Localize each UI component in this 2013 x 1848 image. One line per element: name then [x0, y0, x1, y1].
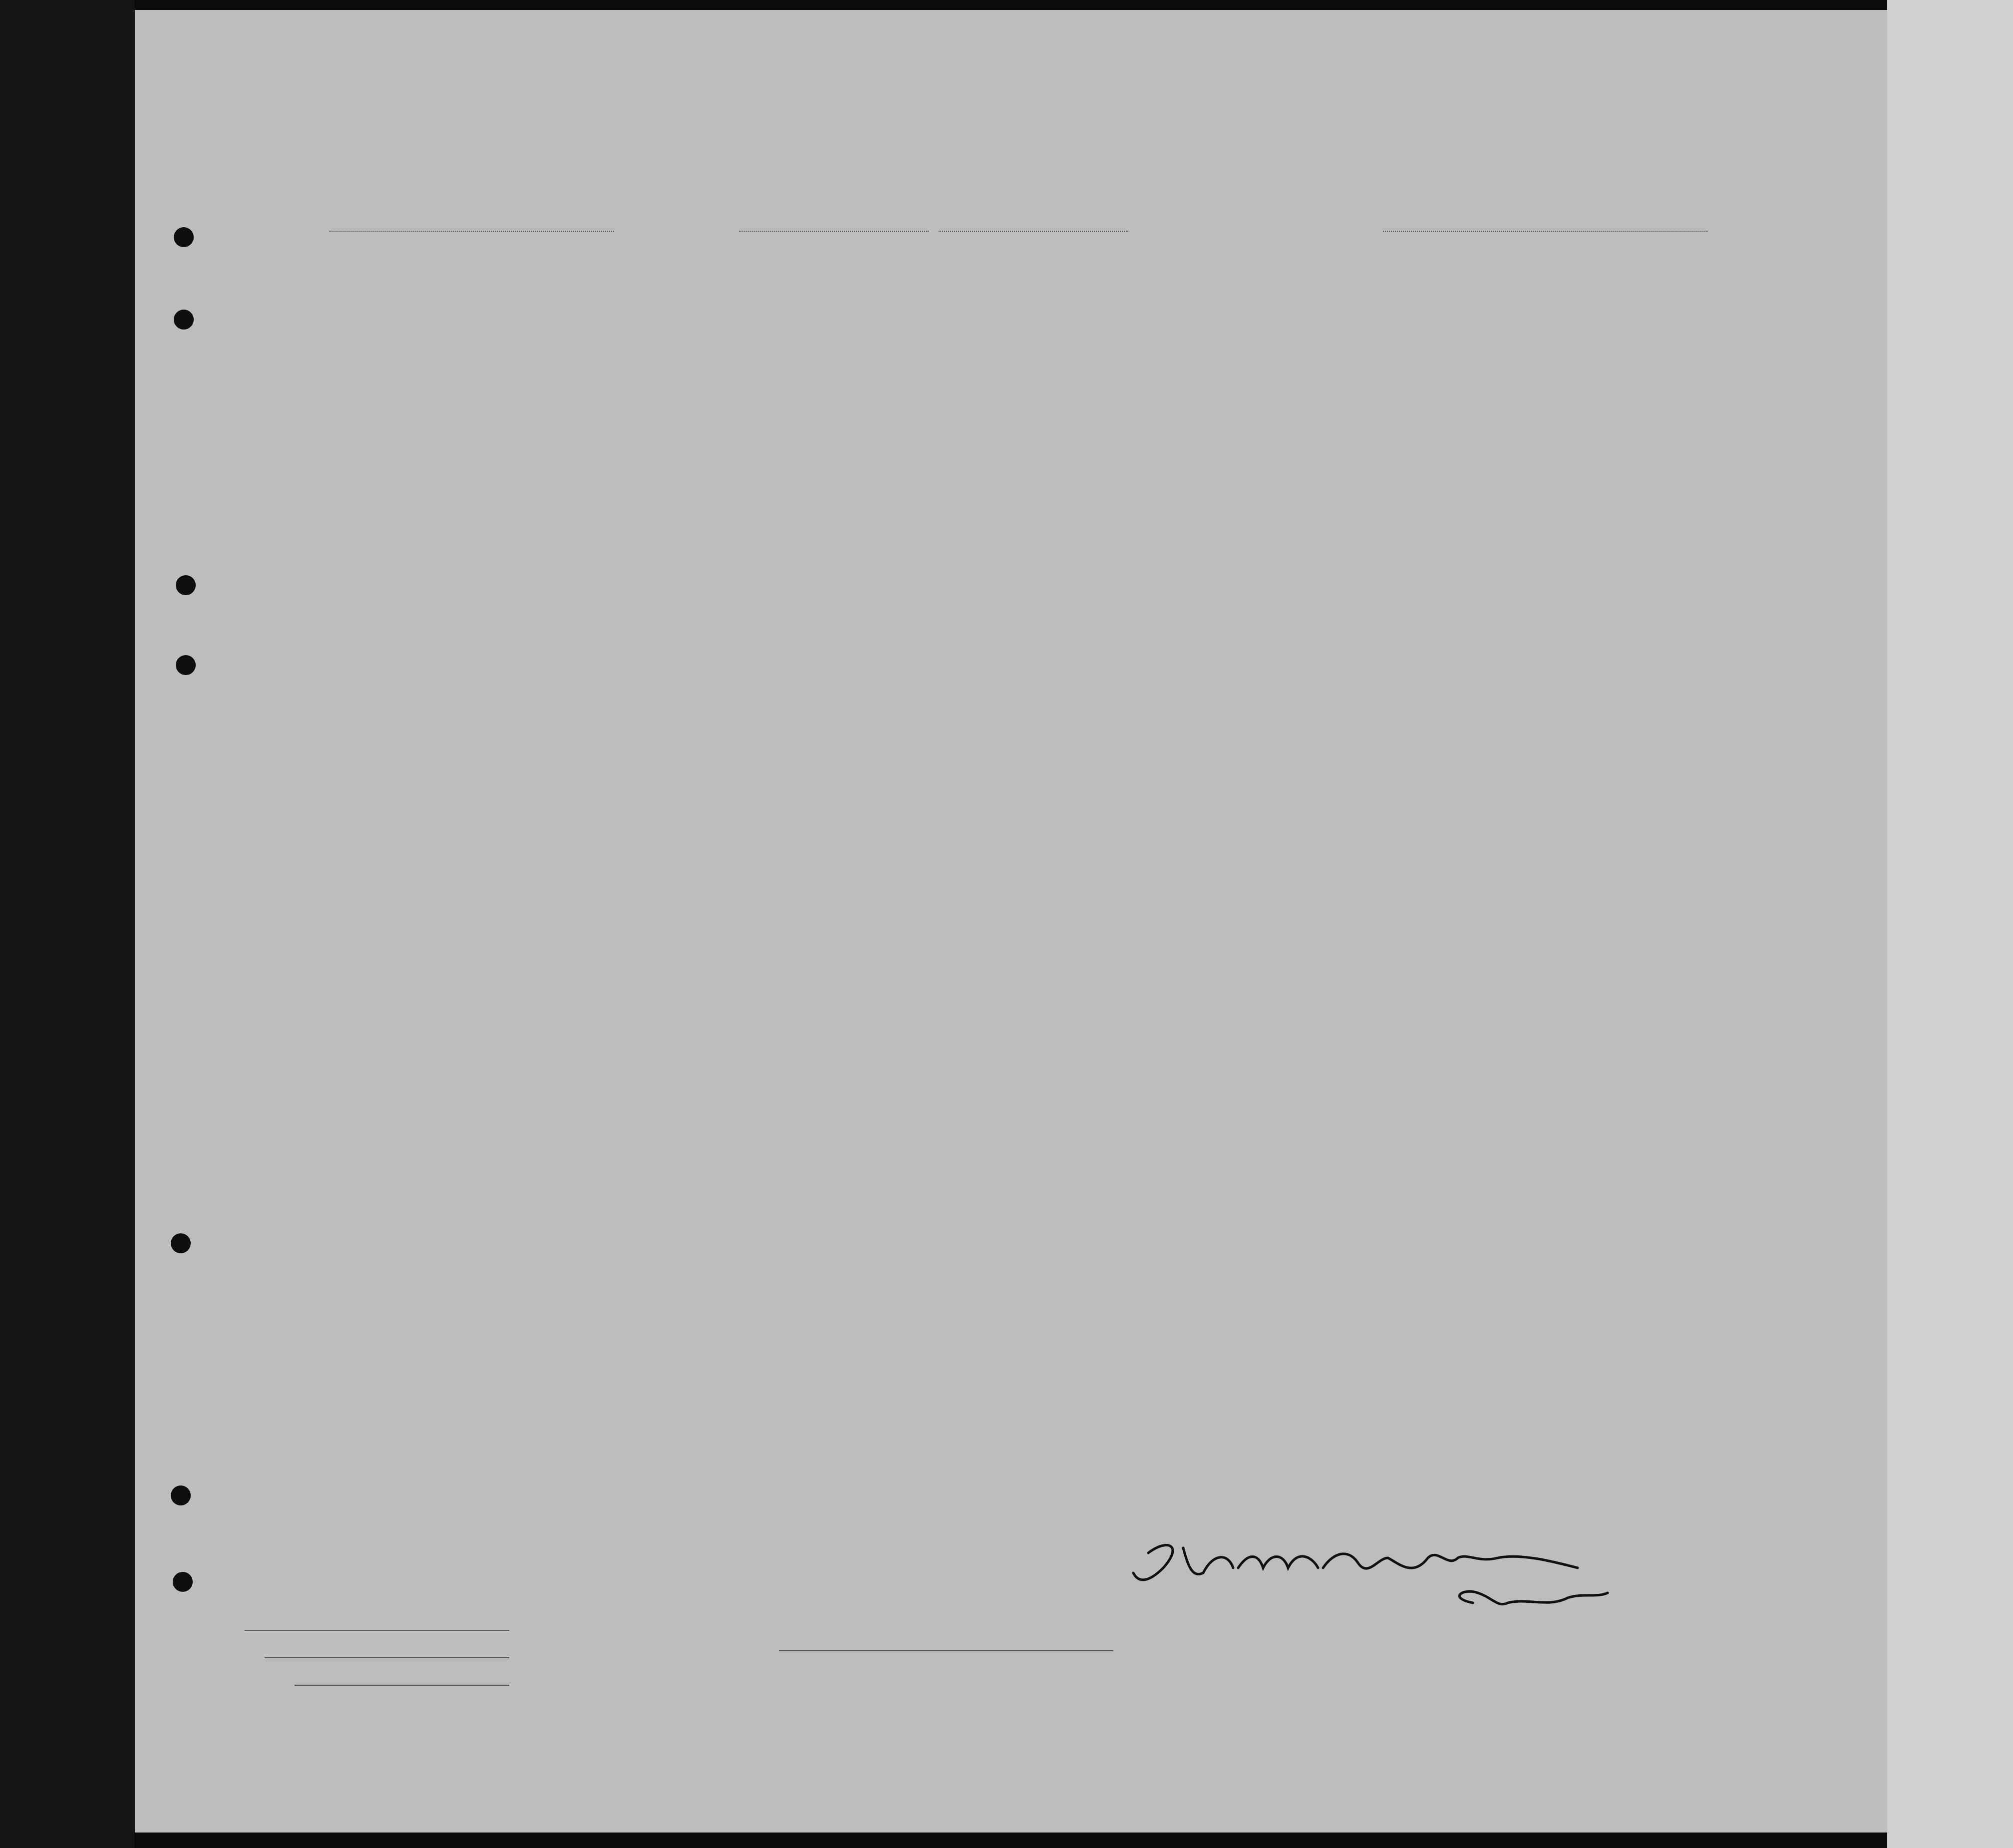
inspector-signature: [1133, 1545, 1608, 1604]
